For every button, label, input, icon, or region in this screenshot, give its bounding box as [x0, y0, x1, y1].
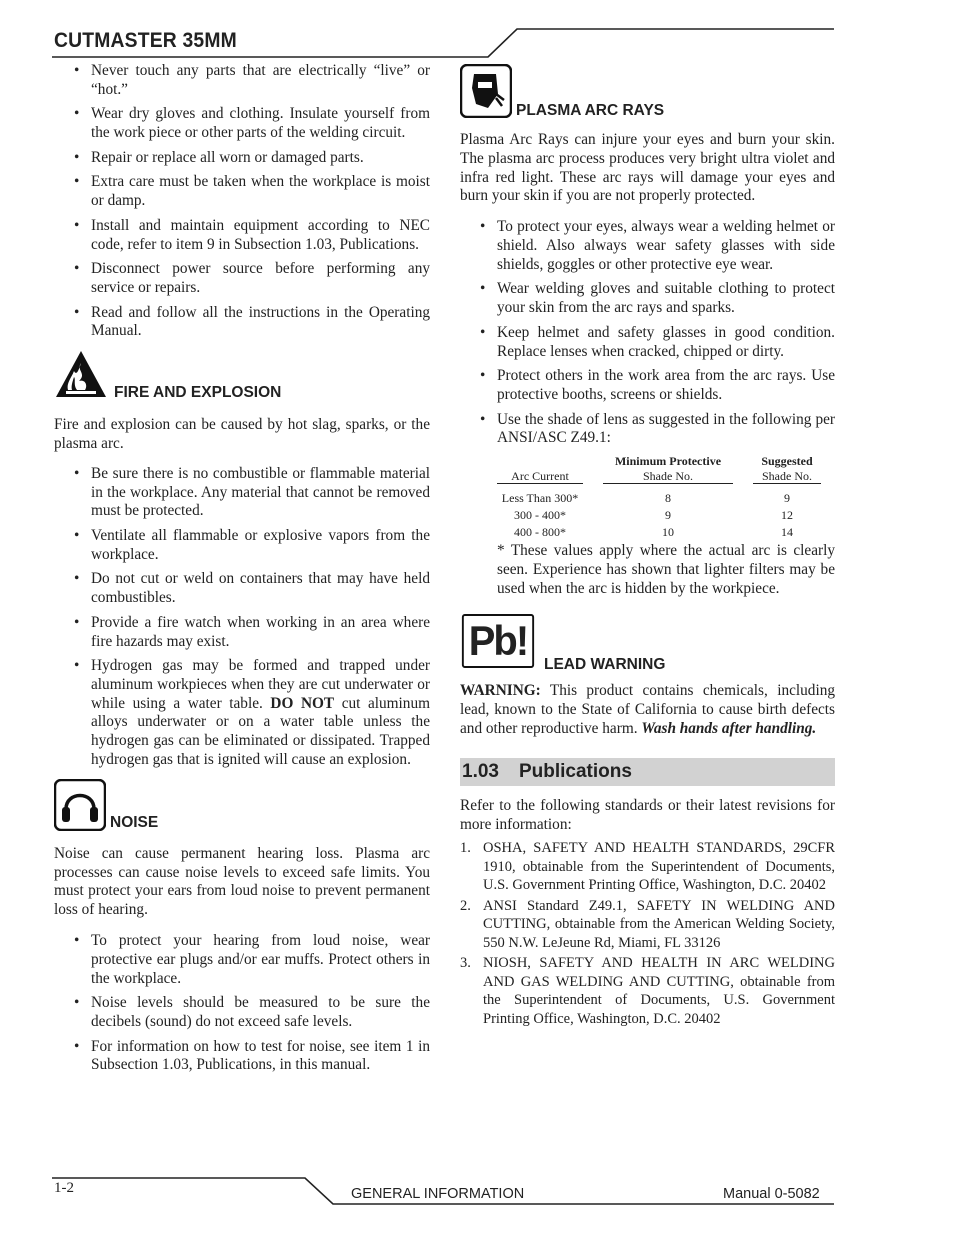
table-cell-min: 9: [665, 507, 671, 522]
publications-list: [460, 839, 835, 1028]
table-cell-current: 300 - 400*: [514, 507, 566, 522]
left-column: [54, 62, 430, 1081]
list-item: • Read and follow all the instructions in the Operating Manual.: [54, 304, 430, 342]
list-item: • Wear welding gloves and suitable clothing to protect your skin from the arc rays and sparks.: [460, 280, 835, 318]
lead-section-heading: [460, 614, 835, 674]
table-row: [493, 524, 823, 541]
shade-note: * These values apply where the actual arc is clearly seen. Experience has shown that lighter filters may be used when the arc is hidden by the workpiece.: [497, 541, 835, 597]
header-rule: [0, 0, 954, 70]
table-row: [493, 507, 823, 524]
list-item: • Never touch any parts that are electrically “live” or “hot.”: [54, 62, 430, 100]
fire-bullet-list: [54, 465, 430, 652]
noise-intro: Noise can cause permanent hearing loss. Plasma arc processes can cause noise levels to exceed safe limits. You must protect your ears from loud noise to prevent permanent loss of hearing.: [54, 844, 430, 919]
welding-helmet-icon: [460, 64, 512, 118]
noise-bullet-list: [54, 932, 430, 1075]
table-header-suggested-line1: Suggested: [761, 453, 813, 468]
page-number: 1-2: [54, 1180, 74, 1196]
list-item: • Be sure there is no combustible or flammable material in the workplace. Any material that cannot be removed must be protected.: [54, 465, 430, 521]
list-item: • Provide a fire watch when working in an area where fire hazards may exist.: [54, 614, 430, 652]
table-cell-current: Less Than 300*: [501, 490, 579, 505]
list-item: • To protect your hearing from loud noise, wear protective ear plugs and/or ear muffs. Protect others in the workplace.: [54, 932, 430, 988]
wash-hands-note: Wash hands after handling.: [641, 719, 817, 737]
noise-section-heading: [54, 779, 430, 831]
table-cell-min: 8: [665, 490, 671, 505]
table-header-min-line2: Shade No.: [603, 469, 733, 484]
fire-heading: FIRE AND EXPLOSION: [114, 384, 282, 402]
list-item: • Do not cut or weld on containers that may have held combustibles.: [54, 570, 430, 608]
list-item: • Use the shade of lens as suggested in the following per ANSI/ASC Z49.1:: [460, 411, 835, 449]
list-item: • Install and maintain equipment according to NEC code, refer to item 9 in Subsection 1.03, Publications.: [54, 217, 430, 255]
list-item: • Noise levels should be measured to be sure the decibels (sound) do not exceed safe levels.: [54, 994, 430, 1032]
fire-section-heading: [54, 349, 430, 403]
list-item: • Wear dry gloves and clothing. Insulate yourself from the work piece or other parts of the welding circuit.: [54, 105, 430, 143]
rays-bullet-list: [460, 218, 835, 448]
list-item: • Keep helmet and safety glasses in good condition. Replace lenses when cracked, chipped or dirty.: [460, 324, 835, 362]
noise-heading: NOISE: [110, 813, 159, 831]
hydrogen-text-pre: Hydrogen gas may be formed and trapped under aluminum workpieces when they are cut underwater or while using a water table.: [91, 657, 430, 712]
page-title: CUTMASTER 35MM: [54, 29, 237, 52]
list-item: • Extra care must be taken when the workplace is moist or damp.: [54, 173, 430, 211]
lead-heading: LEAD WARNING: [544, 656, 666, 674]
list-item: • To protect your eyes, always wear a welding helmet or shield. Also always wear safety glasses with side shields, goggles or other protective eye wear.: [460, 218, 835, 274]
table-body: [493, 490, 823, 541]
hydrogen-text-post: cut aluminum alloys underwater or on a water table unless the hydrogen gas can be eliminated or dissipated. Trapped hydrogen gas that is ignited will cause an explosion.: [91, 694, 430, 769]
table-row: [493, 490, 823, 507]
publications-intro: Refer to the following standards or their latest revisions for more information:: [460, 796, 835, 833]
lead-pb-icon: Pb!: [462, 614, 534, 668]
list-item: • Protect others in the work area from the arc rays. Use protective booths, screens or shields.: [460, 367, 835, 405]
table-cell-suggested: 14: [781, 524, 793, 539]
list-item: • Ventilate all flammable or explosive vapors from the workplace.: [54, 527, 430, 565]
table-cell-current: 400 - 800*: [514, 524, 566, 539]
do-not-emphasis: DO NOT: [270, 694, 335, 712]
warning-label: WARNING:: [460, 682, 541, 700]
footer-manual-number: Manual 0-5082: [723, 1186, 820, 1202]
table-cell-suggested: 12: [781, 507, 793, 522]
publication-item: 2. ANSI Standard Z49.1, SAFETY IN WELDING AND CUTTING, obtainable from the American Welding Society, 550 N.W. LeJeune Rd, Miami, FL 33126: [460, 897, 835, 953]
table-header-arc-current: Arc Current: [497, 469, 583, 484]
warning-body: This product contains chemicals, including lead, known to the State of California to cause birth defects and other reproductive harm.: [460, 682, 835, 737]
list-item: • For information on how to test for noise, see item 1 in Subsection 1.03, Publications, in this manual.: [54, 1038, 430, 1076]
footer-section-label: GENERAL INFORMATION: [351, 1186, 525, 1202]
hydrogen-bullet: [54, 657, 430, 770]
list-item: • Repair or replace all worn or damaged parts.: [54, 149, 430, 168]
rays-section-heading: [460, 64, 835, 120]
list-item: [54, 657, 430, 770]
right-column: [460, 64, 835, 1030]
shade-table: [493, 454, 823, 542]
section-title: Publications: [518, 760, 632, 782]
ear-protection-icon: [54, 779, 106, 831]
table-cell-suggested: 9: [784, 490, 790, 505]
electrical-bullet-list: [54, 62, 430, 341]
publication-item: 3. NIOSH, SAFETY AND HEALTH IN ARC WELDING AND GAS WELDING AND CUTTING, obtainable from the Superintendent of Documents, U.S. Government Printing Office, Washington, D.C. 20402: [460, 954, 835, 1028]
publication-item: 1. OSHA, SAFETY AND HEALTH STANDARDS, 29CFR 1910, obtainable from the Superintendent of Documents, U.S. Government Printing Office, Washington, D.C. 20402: [460, 839, 835, 895]
lead-warning-text: [460, 682, 835, 738]
fire-intro: Fire and explosion can be caused by hot slag, sparks, or the plasma arc.: [54, 416, 430, 452]
publications-heading: [460, 758, 835, 786]
table-cell-min: 10: [662, 524, 674, 539]
section-number: 1.03: [462, 760, 499, 782]
table-header-min-line1: Minimum Protective: [614, 453, 722, 468]
rays-intro: Plasma Arc Rays can injure your eyes and burn your skin. The plasma arc process produces very bright ultra violet and infra red light. These arc rays will damage your eyes and burn your skin if you are not properly protected.: [460, 131, 835, 205]
fire-hazard-icon: [54, 349, 108, 399]
table-header-suggested-line2: Shade No.: [753, 469, 821, 484]
list-item: • Disconnect power source before performing any service or repairs.: [54, 260, 430, 298]
rays-heading: PLASMA ARC RAYS: [516, 102, 665, 119]
